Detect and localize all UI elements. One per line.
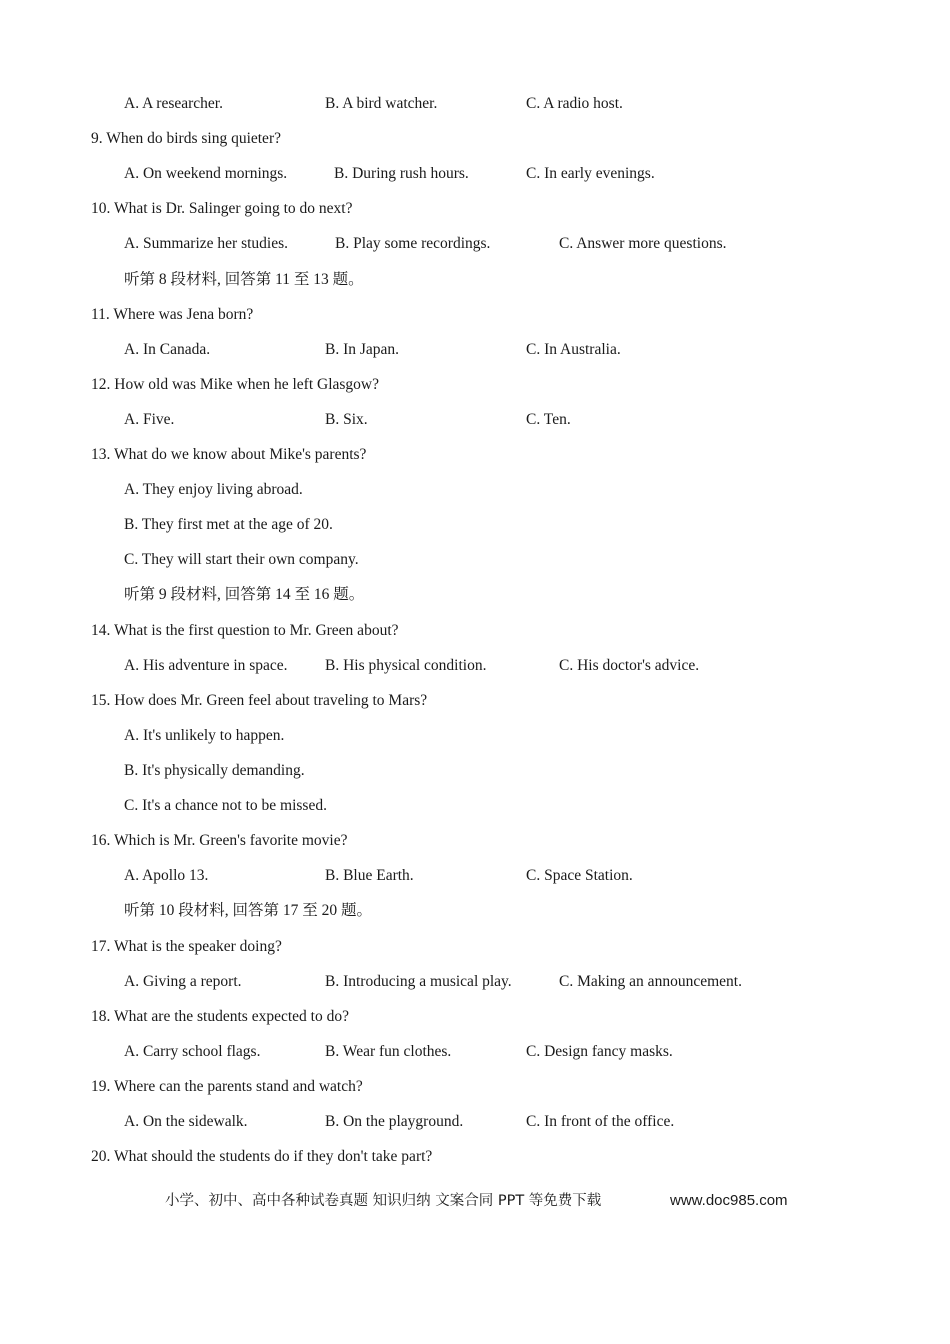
q8-option-a: A. A researcher. [124,95,223,112]
q14-option-b: B. His physical condition. [325,657,487,674]
q19-stem: 19. Where can the parents stand and watch? [91,1078,363,1095]
q18-option-a: A. Carry school flags. [124,1043,261,1060]
q9-stem: 9. When do birds sing quieter? [91,130,281,147]
q10-stem: 10. What is Dr. Salinger going to do next? [91,200,353,217]
q14-stem: 14. What is the first question to Mr. Green about? [91,622,399,639]
q11-option-a: A. In Canada. [124,341,211,358]
q12-stem: 12. How old was Mike when he left Glasgow? [91,376,379,393]
q20-stem: 20. What should the students do if they don't take part? [91,1148,433,1165]
q14-option-c: C. His doctor's advice. [559,657,700,674]
q18-stem: 18. What are the students expected to do? [91,1008,349,1025]
q15-stem: 15. How does Mr. Green feel about traveling to Mars? [91,692,428,709]
q9-option-a: A. On weekend mornings. [124,165,288,182]
footer-url: www.doc985.com [670,1192,788,1209]
q10-option-a: A. Summarize her studies. [124,235,289,252]
q16-option-b: B. Blue Earth. [325,867,414,884]
q13-option-c: C. They will start their own company. [124,551,359,568]
q16-stem: 16. Which is Mr. Green's favorite movie? [91,832,348,849]
q15-option-b: B. It's physically demanding. [124,762,305,779]
q18-option-b: B. Wear fun clothes. [325,1043,452,1060]
q15-option-c: C. It's a chance not to be missed. [124,797,327,814]
q17-option-b: B. Introducing a musical play. [325,973,512,990]
q12-option-c: C. Ten. [526,411,571,428]
q10-option-b: B. Play some recordings. [335,235,491,252]
section-10-instruction: 听第 10 段材料, 回答第 17 至 20 题。 [124,902,373,919]
section-9-instruction: 听第 9 段材料, 回答第 14 至 16 题。 [124,586,365,603]
q11-option-c: C. In Australia. [526,341,621,358]
q8-option-b: B. A bird watcher. [325,95,438,112]
q19-option-b: B. On the playground. [325,1113,464,1130]
q19-option-a: A. On the sidewalk. [124,1113,248,1130]
q13-option-a: A. They enjoy living abroad. [124,481,303,498]
q16-option-c: C. Space Station. [526,867,633,884]
q13-stem: 13. What do we know about Mike's parents? [91,446,367,463]
q11-option-b: B. In Japan. [325,341,400,358]
q8-option-c: C. A radio host. [526,95,623,112]
q17-option-a: A. Giving a report. [124,973,242,990]
q9-option-c: C. In early evenings. [526,165,655,182]
q15-option-a: A. It's unlikely to happen. [124,727,285,744]
q9-option-b: B. During rush hours. [334,165,469,182]
page-footer [0,1190,950,1212]
q18-option-c: C. Design fancy masks. [526,1043,673,1060]
q16-option-a: A. Apollo 13. [124,867,209,884]
q10-option-c: C. Answer more questions. [559,235,727,252]
q11-stem: 11. Where was Jena born? [91,306,254,323]
q12-option-a: A. Five. [124,411,175,428]
q17-stem: 17. What is the speaker doing? [91,938,282,955]
q13-option-b: B. They first met at the age of 20. [124,516,333,533]
q17-option-c: C. Making an announcement. [559,973,742,990]
section-8-instruction: 听第 8 段材料, 回答第 11 至 13 题。 [124,271,364,288]
q14-option-a: A. His adventure in space. [124,657,288,674]
q19-option-c: C. In front of the office. [526,1113,675,1130]
q12-option-b: B. Six. [325,411,368,428]
footer-text: 小学、初中、高中各种试卷真题 知识归纳 文案合同 PPT 等免费下载 [165,1193,602,1209]
